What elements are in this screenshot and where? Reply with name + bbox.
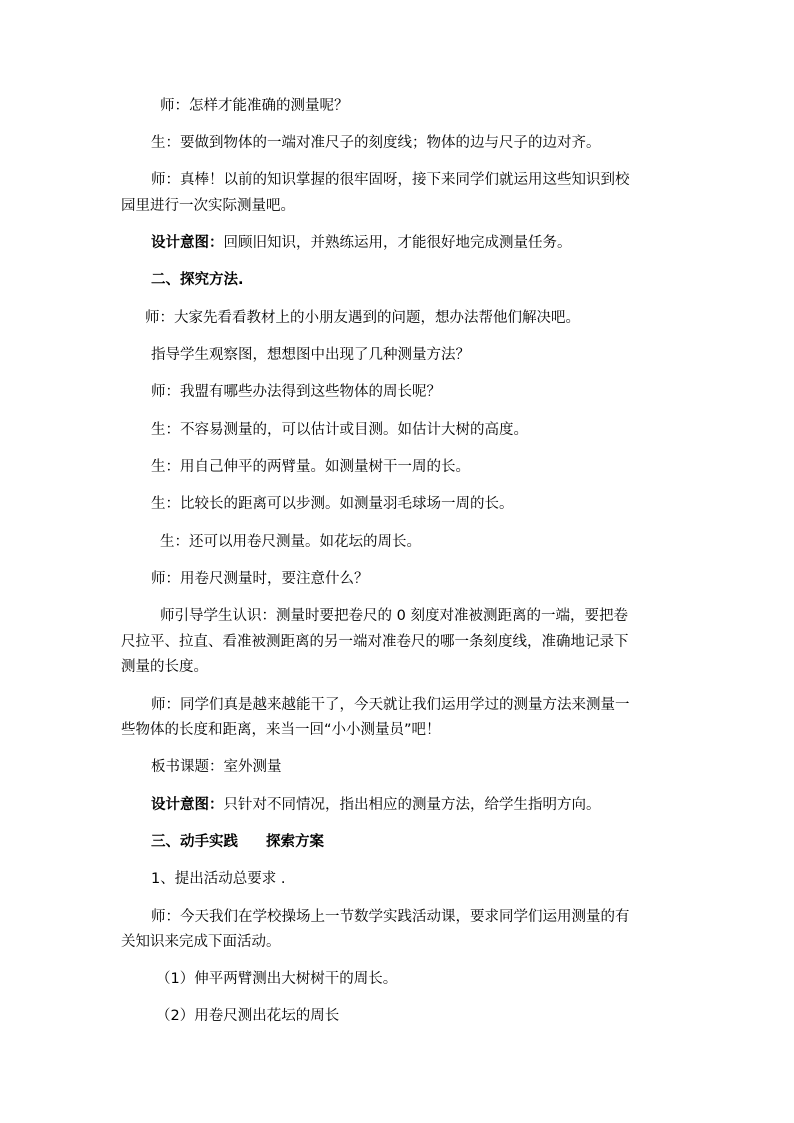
paragraph-line: 生：不容易测量的，可以估计或目测。如估计大树的高度。 <box>151 422 528 438</box>
paragraph-line: 师：真棒！以前的知识掌握的很牢固呀，接下来同学们就运用这些知识到校 <box>151 172 630 188</box>
paragraph-line: 测量的长度。 <box>121 659 208 675</box>
paragraph-line: 关知识来完成下面活动。 <box>121 934 281 950</box>
paragraph-line: 生：用自己伸平的两臂量。如测量树干一周的长。 <box>151 459 470 475</box>
paragraph-line: 师：大家先看看教材上的小朋友遇到的问题，想办法帮他们解决吧。 <box>145 310 580 326</box>
paragraph-line: 生：要做到物体的一端对准尺子的刻度线；物体的边与尺子的边对齐。 <box>151 135 601 151</box>
paragraph-line: 些物体的长度和距离，来当一回“小小测量员”吧！ <box>121 722 441 738</box>
design-intent-text: 回顾旧知识，并熟练运用，才能很好地完成测量任务。 <box>223 235 572 251</box>
paragraph-line: 1、提出活动总要求 . <box>151 871 286 887</box>
paragraph-line: 师：同学们真是越来越能干了，今天就让我们运用学过的测量方法来测量一 <box>151 697 630 713</box>
paragraph-line: 师：今天我们在学校操场上一节数学实践活动课，要求同学们运用测量的有 <box>151 909 630 925</box>
list-item: （2）用卷尺测出花坛的周长 <box>156 1008 340 1024</box>
paragraph-line: 生：还可以用卷尺测量。如花坛的周长。 <box>160 534 421 550</box>
paragraph-line: 师：用卷尺测量时，要注意什么？ <box>151 571 369 587</box>
list-item: （1）伸平两臂测出大树树干的周长。 <box>156 971 398 987</box>
paragraph-line: 板书课题：室外测量 <box>151 759 282 775</box>
design-intent-text: 只针对不同情况，指出相应的测量方法，给学生指明方向。 <box>223 797 601 813</box>
paragraph-line: 园里进行一次实际测量吧。 <box>121 198 295 214</box>
section-heading <box>151 832 324 852</box>
paragraph-line: 师：我盟有哪些办法得到这些物体的周长呢？ <box>151 384 441 400</box>
design-intent-label: 设计意图： <box>151 797 224 813</box>
paragraph-line: 师引导学生认识：测量时要把卷尺的 0 刻度对准被测距离的一端，要把卷 <box>160 608 628 624</box>
paragraph-line: 尺拉平、拉直、看准被测距离的另一端对准卷尺的哪一条刻度线，准确地记录下 <box>121 634 629 650</box>
paragraph-line: 师：怎样才能准确的测量呢？ <box>160 98 349 114</box>
paragraph-line: 指导学生观察图，想想图中出现了几种测量方法？ <box>151 347 470 363</box>
design-intent-line <box>151 795 601 815</box>
section-heading-part: 三、动手实践 <box>151 834 238 850</box>
section-heading-part: 探索方案 <box>266 834 324 850</box>
design-intent-label: 设计意图： <box>151 235 224 251</box>
paragraph-line: 生：比较长的距离可以步测。如测量羽毛球场一周的长。 <box>151 496 514 512</box>
section-heading: 二、探究方法. <box>151 272 244 288</box>
design-intent-line <box>151 233 572 253</box>
